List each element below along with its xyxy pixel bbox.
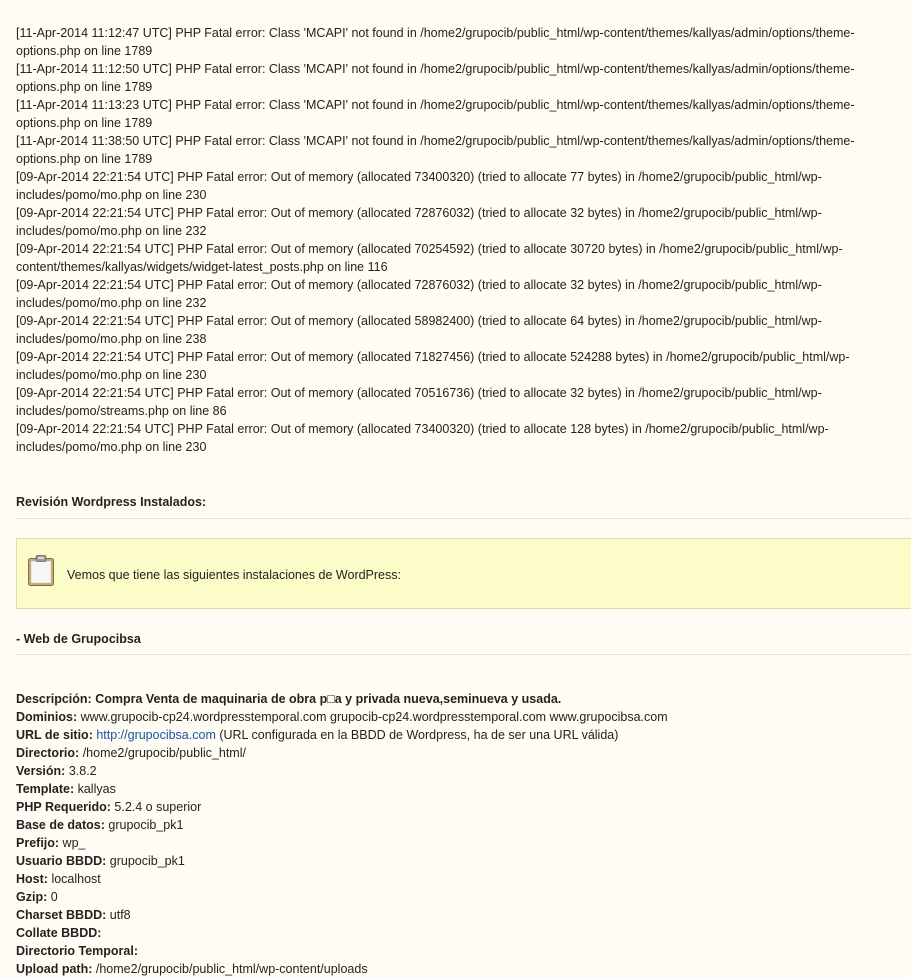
log-line: includes/pomo/mo.php on line 230	[16, 188, 207, 202]
site-url-link[interactable]: http://grupocibsa.com	[96, 728, 216, 742]
detail-value: Compra Venta de maquinaria de obra p□a y privada nueva,seminueva y usada.	[95, 692, 562, 706]
detail-host	[16, 870, 911, 888]
wordpress-section-heading: Revisión Wordpress Instalados:	[16, 495, 207, 509]
detail-label: Versión:	[16, 764, 66, 778]
detail-label: PHP Requerido:	[16, 800, 111, 814]
detail-label: Charset BBDD:	[16, 908, 107, 922]
detail-template	[16, 780, 911, 798]
log-line: [11-Apr-2014 11:12:47 UTC] PHP Fatal error: Class 'MCAPI' not found in /home2/grupocib/public_html/wp-content/themes/kallyas/admin/options/theme-	[16, 26, 855, 40]
detail-directorio	[16, 744, 911, 762]
log-line: [11-Apr-2014 11:12:50 UTC] PHP Fatal error: Class 'MCAPI' not found in /home2/grupocib/public_html/wp-content/themes/kallyas/admin/options/theme-	[16, 62, 855, 76]
detail-value: 0	[50, 890, 58, 904]
log-line: [09-Apr-2014 22:21:54 UTC] PHP Fatal error: Out of memory (allocated 58982400) (tried to allocate 64 bytes) in /home2/grupocib/public_html/wp-	[16, 314, 822, 328]
log-line: [09-Apr-2014 22:21:54 UTC] PHP Fatal error: Out of memory (allocated 71827456) (tried to allocate 524288 bytes) in /home2/grupocib/public_html/wp-	[16, 350, 850, 364]
detail-base-datos	[16, 816, 911, 834]
notice-box	[16, 538, 911, 609]
log-line: [09-Apr-2014 22:21:54 UTC] PHP Fatal error: Out of memory (allocated 72876032) (tried to allocate 32 bytes) in /home2/grupocib/public_html/wp-	[16, 206, 822, 220]
detail-value: kallyas	[77, 782, 116, 796]
log-line: [09-Apr-2014 22:21:54 UTC] PHP Fatal error: Out of memory (allocated 73400320) (tried to allocate 77 bytes) in /home2/grupocib/public_html/wp-	[16, 170, 822, 184]
log-line: [11-Apr-2014 11:38:50 UTC] PHP Fatal error: Class 'MCAPI' not found in /home2/grupocib/public_html/wp-content/themes/kallyas/admin/options/theme-	[16, 134, 855, 148]
detail-version	[16, 762, 911, 780]
detail-label: Base de datos:	[16, 818, 105, 832]
log-line: options.php on line 1789	[16, 44, 153, 58]
log-line: [11-Apr-2014 11:13:23 UTC] PHP Fatal error: Class 'MCAPI' not found in /home2/grupocib/public_html/wp-content/themes/kallyas/admin/options/theme-	[16, 98, 855, 112]
log-line: options.php on line 1789	[16, 152, 153, 166]
detail-value: grupocib_pk1	[109, 854, 185, 868]
report-page	[16, 0, 911, 978]
detail-descripcion	[16, 690, 911, 708]
log-line: [09-Apr-2014 22:21:54 UTC] PHP Fatal error: Out of memory (allocated 72876032) (tried to allocate 32 bytes) in /home2/grupocib/public_html/wp-	[16, 278, 822, 292]
detail-label: Prefijo:	[16, 836, 60, 850]
detail-value: 5.2.4 o superior	[114, 800, 202, 814]
error-log	[16, 24, 896, 456]
clipboard-icon	[27, 555, 55, 587]
detail-label: Template:	[16, 782, 75, 796]
log-line: includes/pomo/mo.php on line 232	[16, 296, 207, 310]
detail-dominios	[16, 708, 911, 726]
detail-label: Collate BBDD:	[16, 926, 102, 940]
detail-url	[16, 726, 911, 744]
detail-php	[16, 798, 911, 816]
log-line: options.php on line 1789	[16, 116, 153, 130]
detail-value: localhost	[51, 872, 101, 886]
detail-value: utf8	[109, 908, 131, 922]
detail-upload-path	[16, 960, 911, 978]
detail-directorio-temporal	[16, 942, 911, 960]
site-details	[16, 690, 911, 978]
detail-label: Usuario BBDD:	[16, 854, 107, 868]
detail-value: /home2/grupocib/public_html/wp-content/uploads	[95, 962, 368, 976]
log-line: [09-Apr-2014 22:21:54 UTC] PHP Fatal error: Out of memory (allocated 70254592) (tried to allocate 30720 bytes) in /home2/grupocib/public_html/wp-	[16, 242, 843, 256]
log-line: [09-Apr-2014 22:21:54 UTC] PHP Fatal error: Out of memory (allocated 73400320) (tried to allocate 128 bytes) in /home2/grupocib/public_html/wp-	[16, 422, 829, 436]
section-divider	[16, 518, 911, 519]
log-line: includes/pomo/mo.php on line 232	[16, 224, 207, 238]
url-note: (URL configurada en la BBDD de Wordpress, ha de ser una URL válida)	[219, 728, 619, 742]
detail-prefijo	[16, 834, 911, 852]
log-line: includes/pomo/mo.php on line 230	[16, 368, 207, 382]
detail-value: grupocib_pk1	[108, 818, 184, 832]
detail-charset	[16, 906, 911, 924]
notice-text: Vemos que tiene las siguientes instalaciones de WordPress:	[67, 568, 401, 582]
detail-label: Upload path:	[16, 962, 93, 976]
detail-label: Dominios:	[16, 710, 78, 724]
detail-collate	[16, 924, 911, 942]
detail-value: www.grupocib-cp24.wordpresstemporal.com grupocib-cp24.wordpresstemporal.com www.grupocibsa.com	[80, 710, 668, 724]
detail-label: Gzip:	[16, 890, 48, 904]
detail-label: Directorio Temporal:	[16, 944, 139, 958]
site-divider	[16, 654, 911, 655]
detail-value: wp_	[62, 836, 86, 850]
log-line: includes/pomo/mo.php on line 230	[16, 440, 207, 454]
log-line: options.php on line 1789	[16, 80, 153, 94]
site-heading: - Web de Grupocibsa	[16, 632, 141, 646]
detail-usuario	[16, 852, 911, 870]
log-line: content/themes/kallyas/widgets/widget-latest_posts.php on line 116	[16, 260, 388, 274]
detail-label: Descripción:	[16, 692, 92, 706]
detail-label: Host:	[16, 872, 48, 886]
log-line: includes/pomo/mo.php on line 238	[16, 332, 207, 346]
detail-value: /home2/grupocib/public_html/	[82, 746, 246, 760]
log-line: includes/pomo/streams.php on line 86	[16, 404, 227, 418]
detail-label: Directorio:	[16, 746, 80, 760]
log-line: [09-Apr-2014 22:21:54 UTC] PHP Fatal error: Out of memory (allocated 70516736) (tried to allocate 32 bytes) in /home2/grupocib/public_html/wp-	[16, 386, 822, 400]
detail-value: 3.8.2	[68, 764, 97, 778]
detail-gzip	[16, 888, 911, 906]
detail-label: URL de sitio:	[16, 728, 93, 742]
